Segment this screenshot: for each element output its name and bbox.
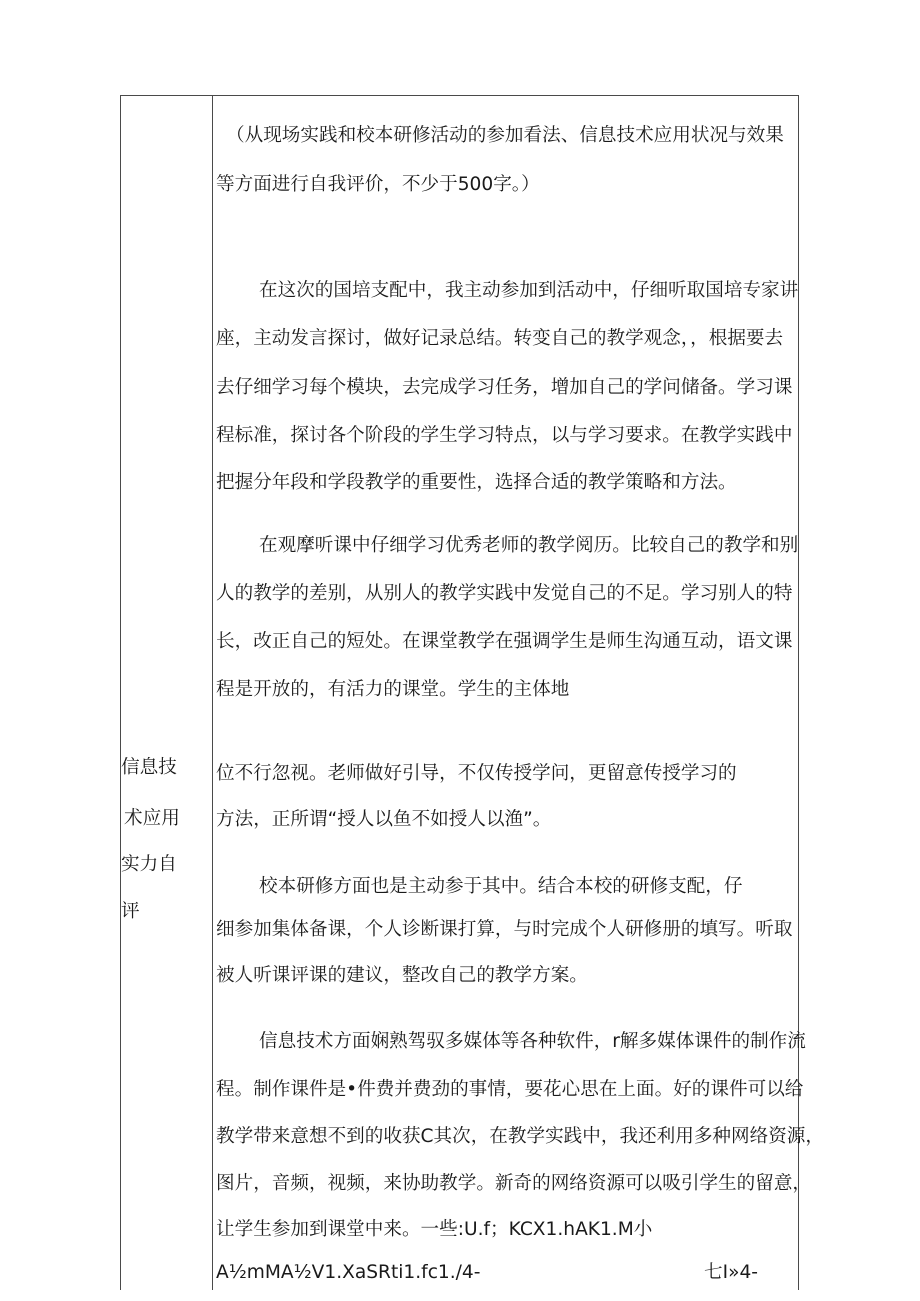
paragraph-line: 被人听课评课的建议，整改自己的教学方案。 bbox=[216, 965, 588, 986]
paragraph-line: 去仔细学习每个模块，去完成学习任务，增加自己的学问储备。学习课 bbox=[216, 377, 793, 398]
paragraph-line: 校本研修方面也是主动参于其中。结合本校的研修支配，仔 bbox=[259, 876, 743, 897]
paragraph-line: 信息技术方面娴熟驾驭多媒体等各种软件，r解多媒体课件的制作流 bbox=[259, 1031, 806, 1052]
table-column-divider bbox=[212, 95, 213, 1290]
instruction-line: 等方面进行自我评价，不少于500字。） bbox=[216, 174, 540, 195]
paragraph-line: 长，改正自己的短处。在课堂教学在强调学生是师生沟通互动，语文课 bbox=[216, 631, 793, 652]
paragraph-line: 在这次的国培支配中，我主动参加到活动中，仔细听取国培专家讲 bbox=[259, 280, 799, 301]
paragraph-line: 位不行忽视。老师做好引导，不仅传授学问，更留意传授学习的 bbox=[216, 763, 737, 784]
table-left-border bbox=[120, 95, 121, 1290]
label-line: 评 bbox=[121, 901, 140, 922]
paragraph-line: 让学生参加到课堂中来。一些:U.f；KCX1.hAK1.M小 bbox=[216, 1219, 653, 1240]
label-line: 信息技 bbox=[121, 757, 177, 778]
paragraph-line: 把握分年段和学段教学的重要性，选择合适的教学策略和方法。 bbox=[216, 472, 737, 493]
table-right-border bbox=[798, 95, 799, 1290]
paragraph-line: 程是开放的，有活力的课堂。学生的主体地 bbox=[216, 679, 570, 700]
paragraph-line: 图片，音频，视频，来协助教学。新奇的网络资源可以吸引学生的留意， bbox=[216, 1173, 812, 1194]
paragraph-line: 细参加集体备课，个人诊断课打算，与时完成个人研修册的填写。听取 bbox=[216, 919, 793, 940]
table-top-border bbox=[120, 95, 799, 96]
garbled-text-fragment: 七I»4- bbox=[704, 1262, 758, 1283]
paragraph-line: 教学带来意想不到的收获C其次，在教学实践中，我还利用多种网络资源， bbox=[216, 1126, 824, 1147]
paragraph-line: 方法，正所谓“授人以鱼不如授人以渔”。 bbox=[216, 809, 552, 830]
label-line: 术应用 bbox=[124, 808, 180, 829]
paragraph-line: 程。制作课件是•件费并费劲的事情，要花心思在上面。好的课件可以给 bbox=[216, 1079, 804, 1100]
paragraph-line: 人的教学的差别，从别人的教学实践中发觉自己的不足。学习别人的特 bbox=[216, 583, 793, 604]
paragraph-line: 座，主动发言探讨，做好记录总结。转变自己的教学观念，，根据要去 bbox=[216, 328, 784, 349]
paragraph-line: 在观摩听课中仔细学习优秀老师的教学阅历。比较自己的教学和别 bbox=[259, 535, 799, 556]
paragraph-line: 程标准，探讨各个阶段的学生学习特点，以与学习要求。在教学实践中 bbox=[216, 425, 793, 446]
garbled-text-line: A½mMA½V1.XaSRti1.fc1./4- bbox=[216, 1262, 481, 1283]
label-line: 实力自 bbox=[121, 854, 177, 875]
instruction-line: （从现场实践和校本研修活动的参加看法、信息技术应用状况与效果 bbox=[226, 125, 784, 146]
